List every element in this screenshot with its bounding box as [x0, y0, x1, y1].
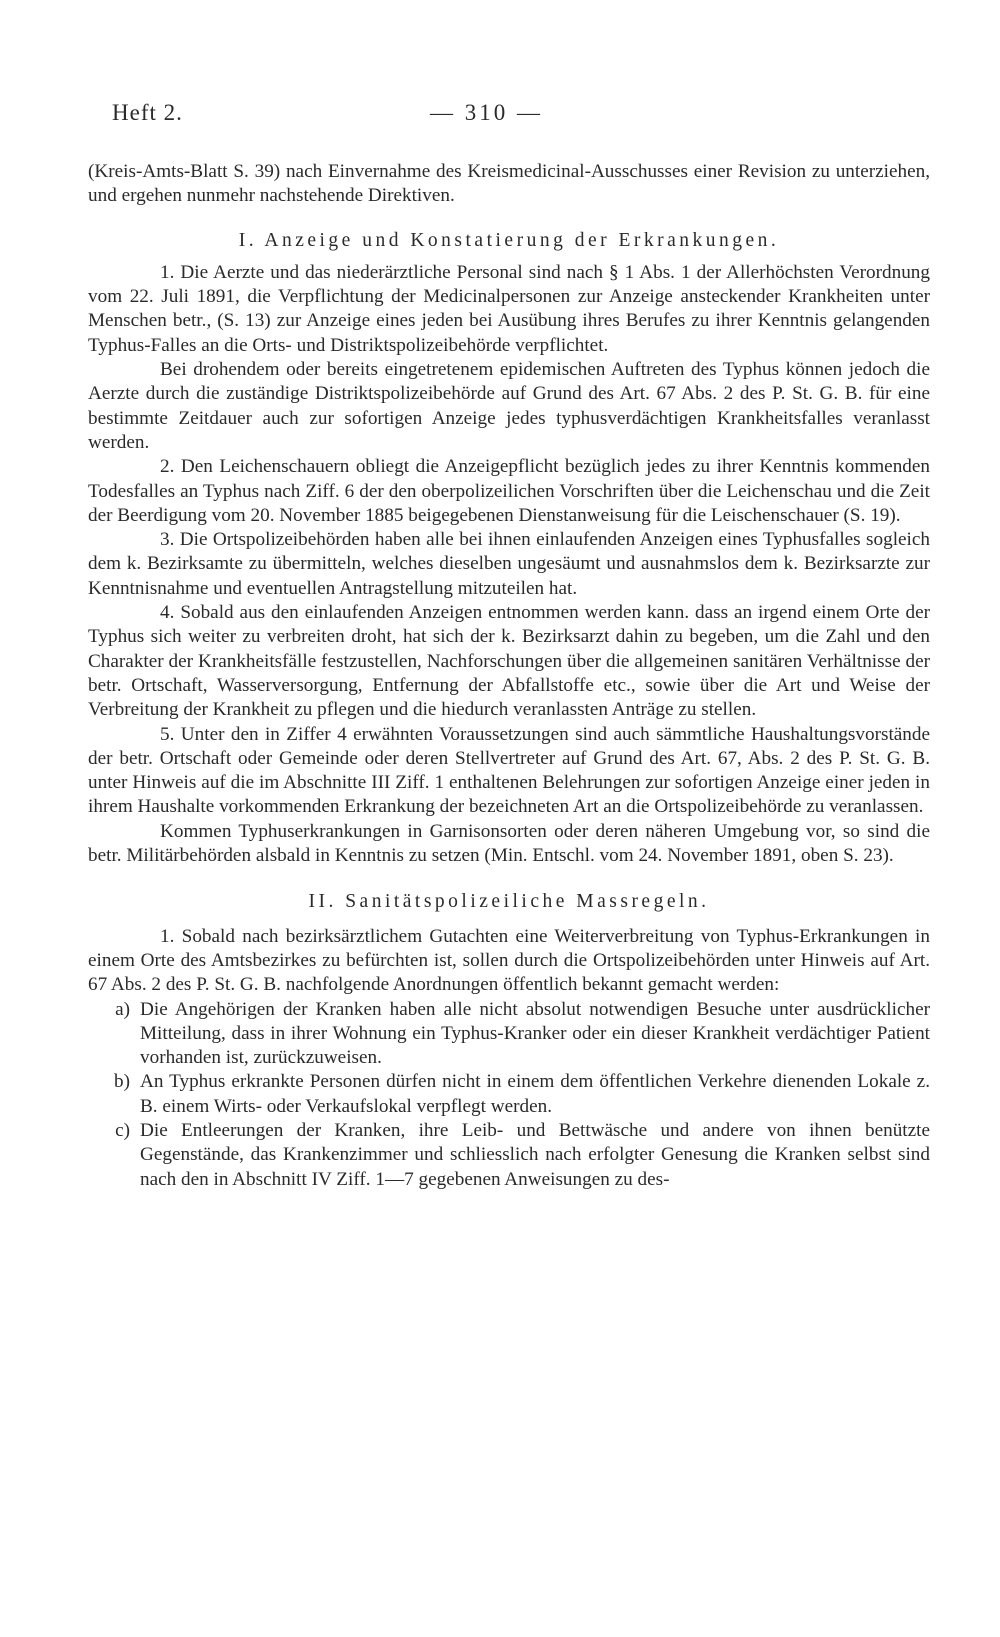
list-marker: a) — [115, 998, 130, 1020]
section-2-intro: 1. Sobald nach bezirksärztlichem Gutachten eine Weiterverbreitung von Typhus-Erkrankungen in einem Orte des Amtsbezirkes zu befürchten ist, sollen durch die Ortspolizeibehörden unter Hinweis auf Art. 67 Abs. 2 des P. St. G. B. nachfolgende Anordnungen öffentlich bekannt gemacht werden: — [88, 925, 930, 996]
issue-label: Heft 2. — [112, 100, 183, 125]
list-item-text: Die Entleerungen der Kranken, ihre Leib- und Bettwäsche und andere von ihnen benützte Gegenstände, das Krankenzimmer und schliesslich nach erfolgter Genesung die Kranken selbst sind nach den in Abschnitt IV Ziff. 1—7 gegebenen Anweisungen zu des- — [140, 1119, 930, 1190]
section-1-paragraph-7: Kommen Typhuserkrankungen in Garnisonsorten oder deren näheren Umgebung vor, so sind die betr. Militärbehörden alsbald in Kenntnis zu setzen (Min. Entschl. vom 24. November 1891, oben S. 23). — [88, 820, 930, 867]
intro-paragraph: (Kreis-Amts-Blatt S. 39) nach Einvernahme des Kreismedicinal-Ausschusses einer Revision zu unterziehen, und ergehen nunmehr nachstehende Direktiven. — [88, 161, 930, 207]
list-marker: c) — [115, 1119, 130, 1141]
section-1-paragraph-4: 3. Die Ortspolizeibehörden haben alle bei ihnen einlaufenden Anzeigen eines Typhusfalles sogleich dem k. Bezirksamte zu übermitteln, welches dieselben ungesäumt und ausnahmslos dem k. Bezirksarzte zur Kenntnisnahme und eventuellen Antragstellung mitzuteilen hat. — [88, 529, 930, 599]
section-1-paragraph-2: Bei drohendem oder bereits eingetretenem epidemischen Auftreten des Typhus können jedoch die Aerzte durch die zuständige Distriktspolizeibehörde auf Grund des Art. 67 Abs. 2 des P. St. G. B. für eine bestimmte Zeitdauer auch zur sofortigen Anzeige jedes typhusverdächtigen Krankheitsfalles veranlasst werden. — [88, 359, 930, 453]
section-1-paragraph-1: 1. Die Aerzte und das niederärztliche Personal sind nach § 1 Abs. 1 der Allerhöchsten Verordnung vom 22. Juli 1891, die Verpflichtung der Medicinalpersonen zur Anzeige ansteckender Krankheiten unter Menschen betr., (S. 13) zur Anzeige eines jeden bei Ausübung ihres Berufes zu ihrer Kenntnis gelangenden Typhus-Falles an die Orts- und Distriktspolizeibehörde verpflichtet. — [88, 261, 930, 356]
document-body — [88, 160, 930, 1192]
page-header — [112, 100, 940, 130]
section-1-paragraph-6: 5. Unter den in Ziffer 4 erwähnten Voraussetzungen sind auch sämmtliche Haushaltungsvorstände der betr. Ortschaft oder Gemeinde oder deren Stellvertreter auf Grund des Art. 67, Abs. 2 des P. St. G. B. unter Hinweis auf die im Abschnitte III Ziff. 1 enthaltenen Belehrungen zur sofortigen Anzeige einer jeden in ihrem Haushalte vorkommenden Erkrankung der bezeichneten Art an die Ortspolizeibehörde zu veranlassen. — [88, 723, 930, 818]
list-item-text: An Typhus erkrankte Personen dürfen nicht in einem dem öffentlichen Verkehre dienenden Lokale z. B. einem Wirts- oder Verkaufslokal verpflegt werden. — [140, 1071, 930, 1117]
section-2-heading: II. Sanitätspolizeiliche Massregeln. — [308, 891, 710, 913]
section-1-paragraph-3: 2. Den Leichenschauern obliegt die Anzeigepflicht bezüglich jedes zu ihrer Kenntnis kommenden Todesfalles an Typhus nach Ziff. 6 der den oberpolizeilichen Vorschriften über die Leichenschau und die Zeit der Beerdigung vom 20. November 1885 beigegebenen Dienstanweisung für die Leischenschauer (S. 19). — [88, 456, 930, 526]
list-marker: b) — [114, 1071, 130, 1093]
page-number: — 310 — — [430, 100, 543, 125]
section-1-paragraph-5: 4. Sobald aus den einlaufenden Anzeigen entnommen werden kann. dass an irgend einem Orte der Typhus sich weiter zu verbreiten droht, hat sich der k. Bezirksarzt dahin zu begeben, um die Zahl und den Charakter der Krankheitsfälle festzustellen, Nachforschungen über die allgemeinen sanitären Verhältnisse der betr. Ortschaft, Wasserversorgung, Entfernung der Abfallstoffe etc., sowie über die Art und Weise der Verbreitung der Krankheit zu pflegen und die hiedurch veranlassten Anträge zu stellen. — [88, 602, 930, 721]
list-item-a — [88, 998, 930, 1071]
section-1-heading: I. Anzeige und Konstatierung der Erkrankungen. — [238, 229, 780, 251]
list-item-c — [88, 1119, 930, 1192]
list-item-b — [88, 1070, 930, 1119]
list-item-text: Die Angehörigen der Kranken haben alle nicht absolut notwendigen Besuche unter ausdrücklicher Mitteilung, dass in ihrer Wohnung ein Typhus-Kranker oder ein dieser Krankheit verdächtiger Patient vorhanden ist, zurückzuweisen. — [140, 998, 930, 1069]
